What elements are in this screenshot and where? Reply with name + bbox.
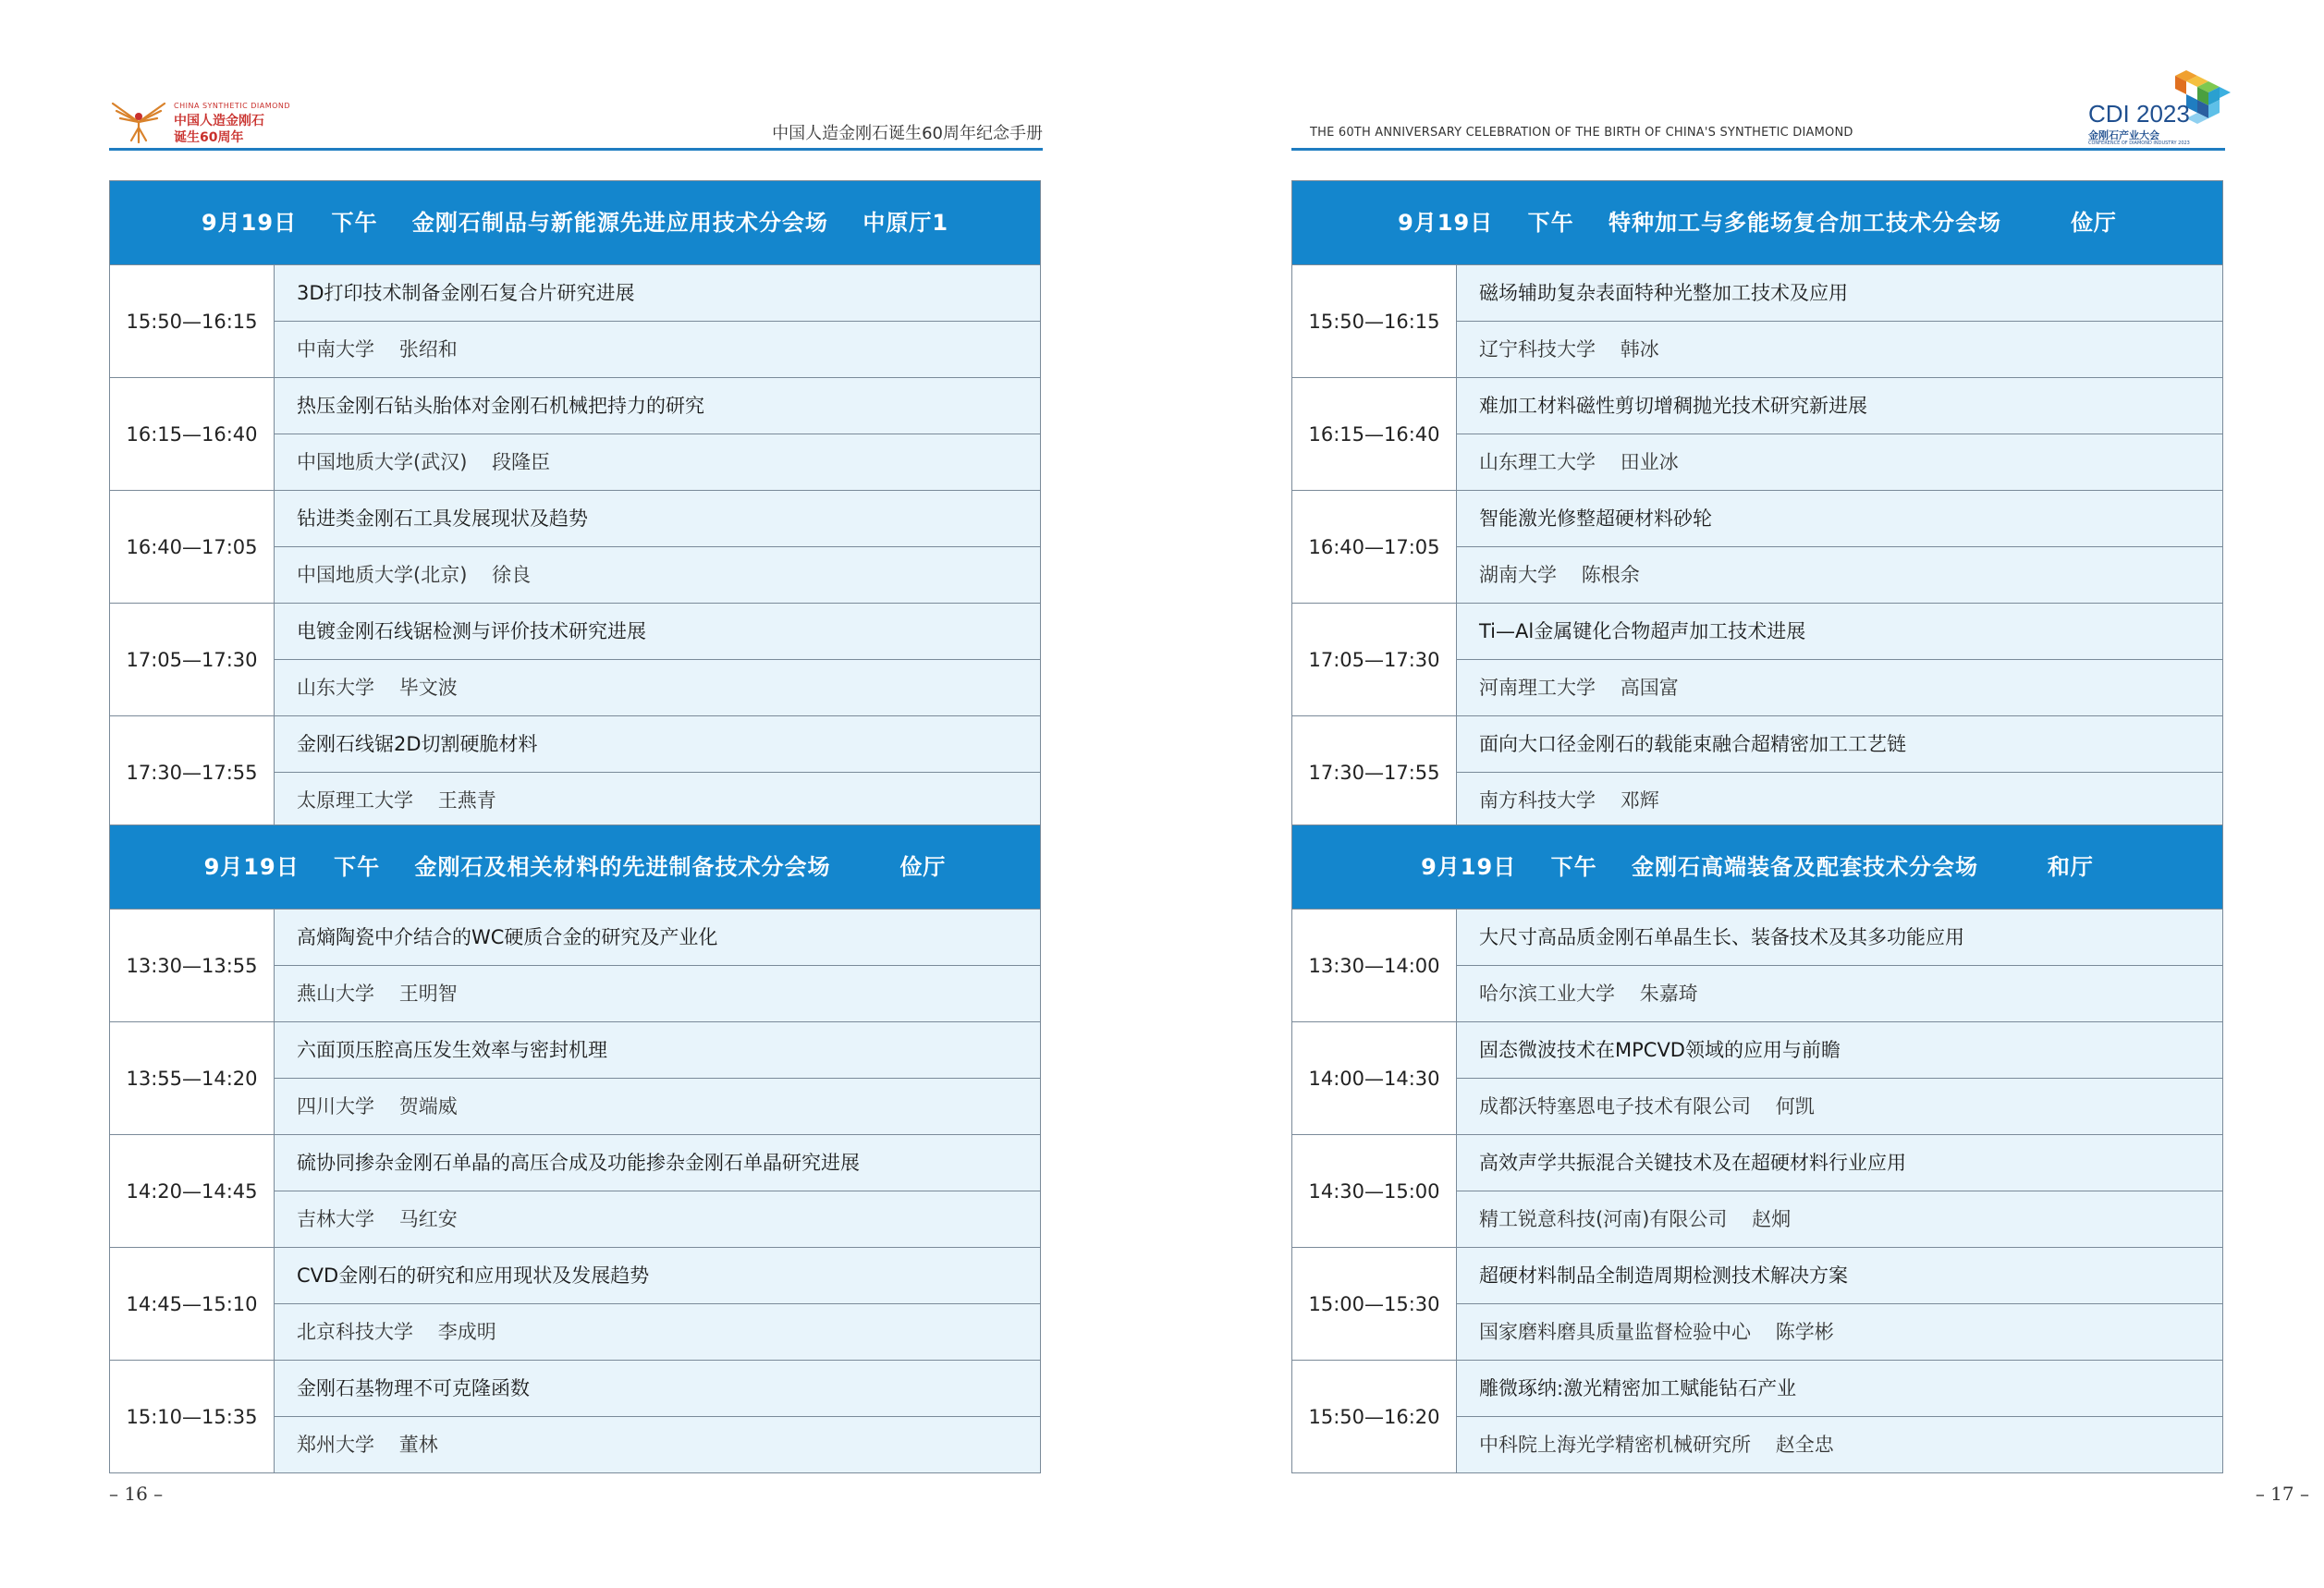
talk-time: 17:05—17:30 xyxy=(1292,604,1457,715)
talk-title: 固态微波技术在MPCVD领域的应用与前瞻 xyxy=(1457,1022,2222,1079)
talk-row xyxy=(110,1135,1040,1248)
talk-row xyxy=(1292,1135,2222,1248)
talk-row xyxy=(1292,910,2222,1022)
cdi-logo xyxy=(2088,68,2232,146)
running-header: 中国人造金刚石诞生60周年纪念手册 xyxy=(772,124,1043,143)
talk-speaker: 吉林大学 马红安 xyxy=(297,1208,458,1230)
talk-time: 16:40—17:05 xyxy=(1292,491,1457,603)
talk-speaker: 郑州大学 董林 xyxy=(297,1434,438,1456)
cdi-tagline: CONFERENCE OF DIAMOND INDUSTRY 2023 xyxy=(2088,140,2190,146)
page-number: – 16 – xyxy=(109,1483,164,1505)
cdi-wordmark: CDI 2023 xyxy=(2088,100,2190,128)
talk-speaker: 燕山大学 王明智 xyxy=(297,983,458,1005)
header-rule xyxy=(109,148,1043,151)
session-table xyxy=(109,825,1041,1473)
talk-title: 3D打印技术制备金刚石复合片研究进展 xyxy=(275,265,1040,322)
session-heading: 9月19日 下午 金刚石及相关材料的先进制备技术分会场 俭厅 xyxy=(110,825,1040,910)
talk-title: 硫协同掺杂金刚石单晶的高压合成及功能掺杂金刚石单晶研究进展 xyxy=(275,1135,1040,1191)
talk-time: 17:05—17:30 xyxy=(110,604,275,715)
talk-time: 15:50—16:15 xyxy=(1292,265,1457,377)
talk-speaker: 成都沃特塞恩电子技术有限公司 何凯 xyxy=(1479,1095,1815,1118)
talk-row xyxy=(110,604,1040,716)
talk-title: 超硬材料制品全制造周期检测技术解决方案 xyxy=(1457,1248,2222,1304)
talk-row xyxy=(110,1022,1040,1135)
talk-title: Ti—Al金属键化合物超声加工技术进展 xyxy=(1457,604,2222,660)
talk-row xyxy=(110,265,1040,378)
talk-time: 17:30—17:55 xyxy=(1292,716,1457,828)
talk-speaker: 中国地质大学(北京) 徐良 xyxy=(297,564,532,586)
phoenix-icon xyxy=(109,94,168,146)
header-rule xyxy=(1291,148,2225,151)
talk-title: 智能激光修整超硬材料砂轮 xyxy=(1457,491,2222,547)
talk-title: 热压金刚石钻头胎体对金刚石机械把持力的研究 xyxy=(275,378,1040,434)
talk-speaker: 中国地质大学(武汉) 段隆臣 xyxy=(297,451,551,473)
talk-title: 难加工材料磁性剪切增稠抛光技术研究新进展 xyxy=(1457,378,2222,434)
talk-time: 14:30—15:00 xyxy=(1292,1135,1457,1247)
talk-row xyxy=(1292,378,2222,491)
logo-title-text: 中国人造金刚石 xyxy=(174,114,264,128)
talk-row xyxy=(110,1248,1040,1361)
talk-speaker: 四川大学 贺端威 xyxy=(297,1095,458,1118)
talk-row xyxy=(1292,1361,2222,1473)
session-table xyxy=(1291,180,2223,829)
talk-time: 15:50—16:20 xyxy=(1292,1361,1457,1472)
talk-row xyxy=(1292,604,2222,716)
talk-title: 大尺寸高品质金刚石单晶生长、装备技术及其多功能应用 xyxy=(1457,910,2222,966)
talk-time: 14:00—14:30 xyxy=(1292,1022,1457,1134)
talk-time: 16:15—16:40 xyxy=(110,378,275,490)
talk-speaker: 精工锐意科技(河南)有限公司 赵炯 xyxy=(1479,1208,1792,1230)
talk-row xyxy=(110,910,1040,1022)
talk-title: CVD金刚石的研究和应用现状及发展趋势 xyxy=(275,1248,1040,1304)
talk-row xyxy=(110,716,1040,829)
talk-time: 14:20—14:45 xyxy=(110,1135,275,1247)
talk-title: 金刚石线锯2D切割硬脆材料 xyxy=(275,716,1040,773)
right-page xyxy=(1162,0,2324,1588)
talk-title: 电镀金刚石线锯检测与评价技术研究进展 xyxy=(275,604,1040,660)
session-table xyxy=(1291,825,2223,1473)
talk-speaker: 太原理工大学 王燕青 xyxy=(297,789,496,812)
talk-time: 15:50—16:15 xyxy=(110,265,275,377)
talk-title: 面向大口径金刚石的载能束融合超精密加工工艺链 xyxy=(1457,716,2222,773)
talk-speaker: 国家磨料磨具质量监督检验中心 陈学彬 xyxy=(1479,1321,1834,1343)
talk-time: 16:15—16:40 xyxy=(1292,378,1457,490)
talk-time: 13:30—14:00 xyxy=(1292,910,1457,1021)
talk-speaker: 辽宁科技大学 韩冰 xyxy=(1479,338,1659,360)
talk-title: 六面顶压腔高压发生效率与密封机理 xyxy=(275,1022,1040,1079)
talk-row xyxy=(110,378,1040,491)
anniversary-logo xyxy=(109,94,294,146)
session-heading: 9月19日 下午 金刚石高端装备及配套技术分会场 和厅 xyxy=(1292,825,2222,910)
talk-title: 金刚石基物理不可克隆函数 xyxy=(275,1361,1040,1417)
session-table xyxy=(109,180,1041,829)
talk-row xyxy=(1292,265,2222,378)
talk-row xyxy=(1292,1248,2222,1361)
talk-speaker: 中南大学 张绍和 xyxy=(297,338,458,360)
talk-row xyxy=(110,491,1040,604)
talk-speaker: 哈尔滨工业大学 朱嘉琦 xyxy=(1479,983,1698,1005)
talk-speaker: 山东大学 毕文波 xyxy=(297,677,458,699)
talk-row xyxy=(110,1361,1040,1473)
talk-time: 17:30—17:55 xyxy=(110,716,275,828)
talk-speaker: 南方科技大学 邓辉 xyxy=(1479,789,1659,812)
talk-speaker: 湖南大学 陈根余 xyxy=(1479,564,1640,586)
talk-title: 钻进类金刚石工具发展现状及趋势 xyxy=(275,491,1040,547)
talk-time: 14:45—15:10 xyxy=(110,1248,275,1360)
talk-title: 雕微琢纳:激光精密加工赋能钻石产业 xyxy=(1457,1361,2222,1417)
talk-speaker: 河南理工大学 高国富 xyxy=(1479,677,1679,699)
talk-title: 磁场辅助复杂表面特种光整加工技术及应用 xyxy=(1457,265,2222,322)
talk-row xyxy=(1292,491,2222,604)
talk-time: 13:30—13:55 xyxy=(110,910,275,1021)
talk-time: 15:00—15:30 xyxy=(1292,1248,1457,1360)
talk-title: 高效声学共振混合关键技术及在超硬材料行业应用 xyxy=(1457,1135,2222,1191)
logo-english-text: CHINA SYNTHETIC DIAMOND xyxy=(174,102,291,110)
talk-row xyxy=(1292,716,2222,829)
talk-speaker: 北京科技大学 李成明 xyxy=(297,1321,496,1343)
cdi-subtitle: 金刚石产业大会 xyxy=(2088,129,2159,141)
running-header: THE 60TH ANNIVERSARY CELEBRATION OF THE BIRTH OF CHINA'S SYNTHETIC DIAMOND xyxy=(1310,126,1853,140)
talk-time: 15:10—15:35 xyxy=(110,1361,275,1472)
talk-speaker: 中科院上海光学精密机械研究所 赵全忠 xyxy=(1479,1434,1834,1456)
talk-title: 高熵陶瓷中介结合的WC硬质合金的研究及产业化 xyxy=(275,910,1040,966)
talk-speaker: 山东理工大学 田业冰 xyxy=(1479,451,1679,473)
talk-time: 16:40—17:05 xyxy=(110,491,275,603)
page-number: – 17 – xyxy=(2255,1483,2309,1505)
talk-row xyxy=(1292,1022,2222,1135)
session-heading: 9月19日 下午 金刚石制品与新能源先进应用技术分会场 中原厅1 xyxy=(110,181,1040,265)
logo-subtitle-text: 诞生60周年 xyxy=(174,130,244,145)
talk-time: 13:55—14:20 xyxy=(110,1022,275,1134)
session-heading: 9月19日 下午 特种加工与多能场复合加工技术分会场 俭厅 xyxy=(1292,181,2222,265)
